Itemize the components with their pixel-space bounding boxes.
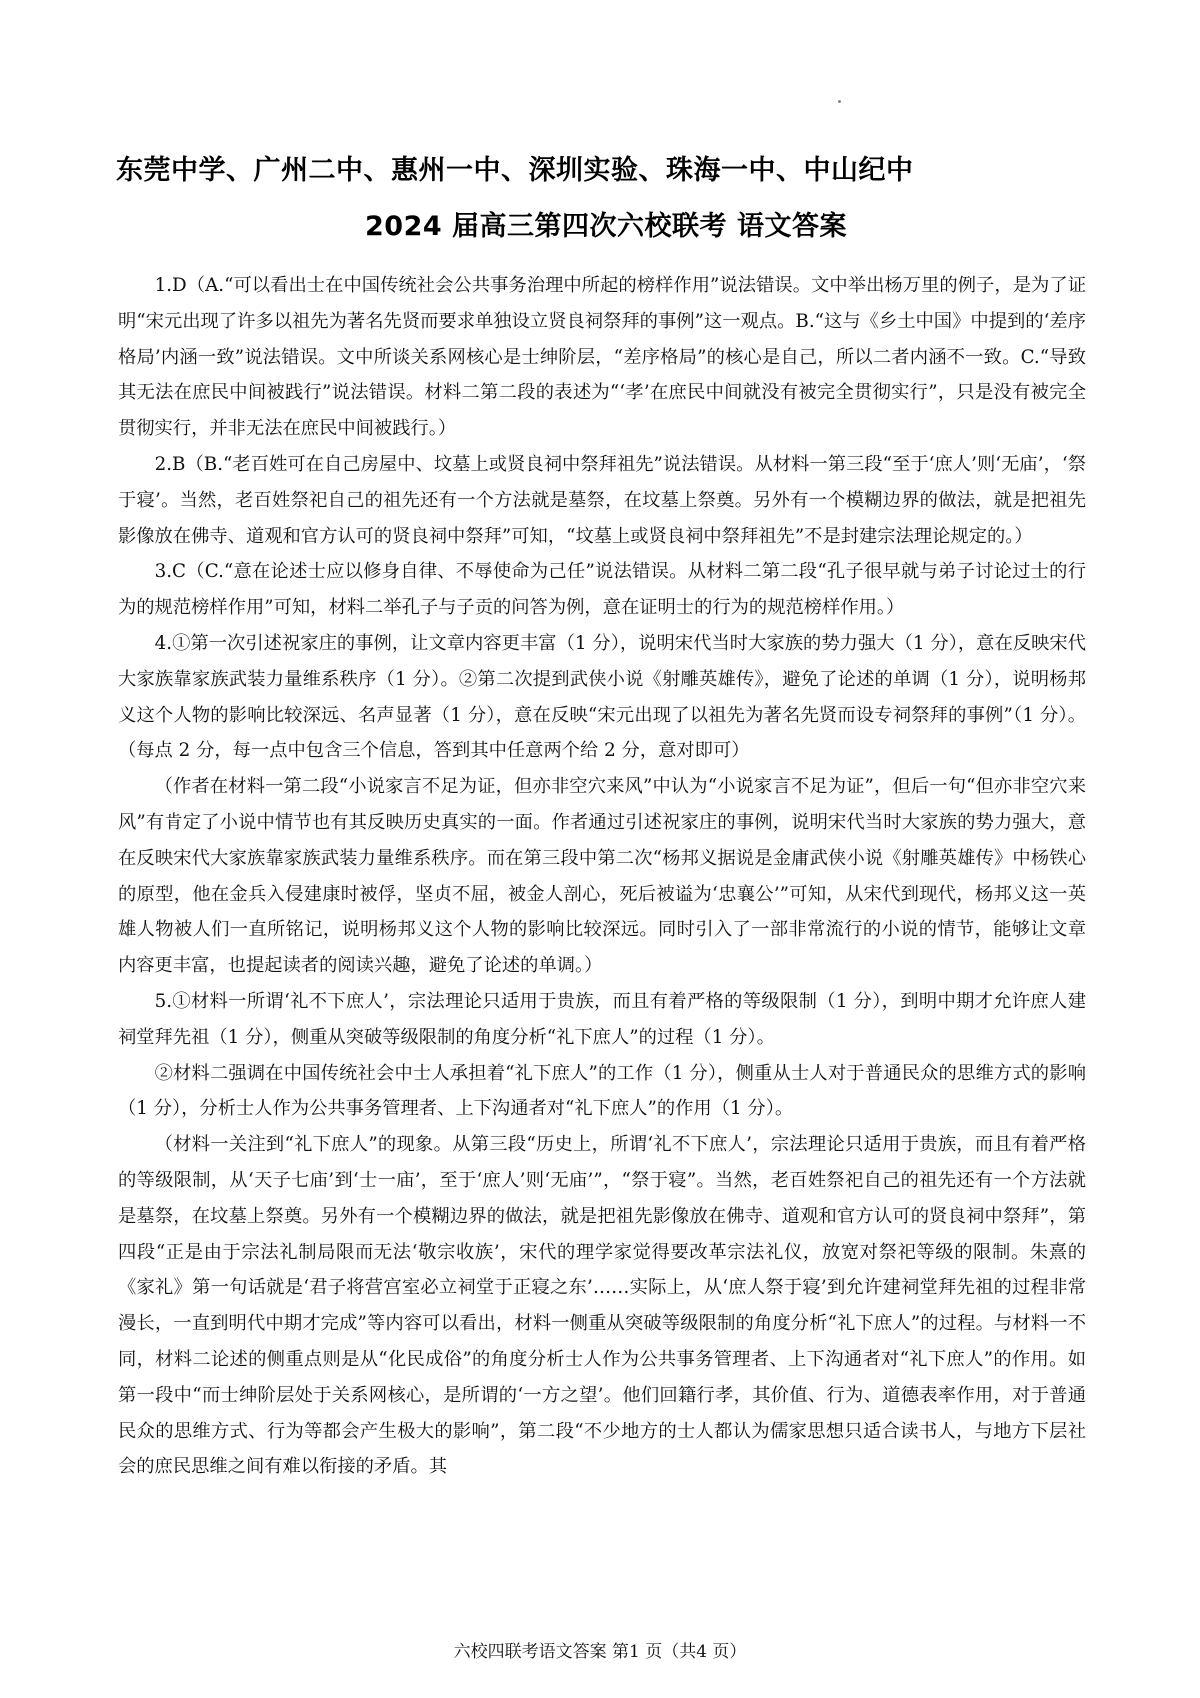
answer-q5-point2: ②材料二强调在中国传统社会中士人承担着“礼下庶人”的工作（1 分），侧重从士人对于普通民众的思维方式的影响（1 分），分析士人作为公共事务管理者、上下沟通者对“礼下庶人”的作用（1 分）。 xyxy=(118,1062,1086,1120)
answer-q4-explanation: （作者在材料一第二段“小说家言不足为证，但亦非空穴来风”中认为“小说家言不足为证”，但后一句“但亦非空穴来风”有肯定了小说中情节也有其反映历史真实的一面。作者通过引述祝家庄的事例，说明宋代当时大家族的势力强大，意在反映宋代大家族靠家族武装力量维系秩序。而在第三段中第二次“杨邦义据说是金庸武侠小说《射雕英雄传》中杨铁心的原型，他在金兵入侵建康时被俘，坚贞不屈，被金人剖心，死后被谥为‘忠襄公’”可知，从宋代到现代，杨邦义这一英雄人物被人们一直所铭记，说明杨邦义这个人物的影响比较深远。同时引入了一部非常流行的小说的情节，能够让文章内容更丰富，也提起读者的阅读兴趣，避免了论述的单调。） xyxy=(118,776,1086,977)
school-list-heading: 东莞中学、广州二中、惠州一中、深圳实验、珠海一中、中山纪中 xyxy=(116,155,914,186)
answer-q3: 3.C（C.“意在论述士应以修身自律、不辱使命为己任”说法错误。从材料二第二段“孔子很早就与弟子讨论过士的行为的规范榜样作用”可知，材料二举孔子与子贡的问答为例，意在证明士的行为的规范榜样作用。） xyxy=(118,561,1086,619)
page-footer: 六校四联考语文答案 第1 页（共4 页） xyxy=(453,1642,747,1662)
answer-q1: 1.D（A.“可以看出士在中国传统社会公共事务治理中所起的榜样作用”说法错误。文中举出杨万里的例子，是为了证明“宋元出现了许多以祖先为著名先贤而要求单独设立贤良祠祭拜的事例”这一观点。B.“这与《乡土中国》中提到的‘差序格局’内涵一致”说法错误。文中所谈关系网核心是士绅阶层，“差序格局”的核心是自己，所以二者内涵不一致。C.“导致其无法在庶民中间被践行”说法错误。材料二第二段的表述为“‘孝’在庶民中间就没有被完全贯彻实行”，只是没有被完全贯彻实行，并非无法在庶民中间被践行。） xyxy=(118,275,1086,440)
scan-speck xyxy=(838,100,841,103)
exam-title: 2024 届高三第四次六校联考 语文答案 xyxy=(365,211,847,242)
answer-q4: 4.①第一次引述祝家庄的事例，让文章内容更丰富（1 分），说明宋代当时大家族的势力强大（1 分），意在反映宋代大家族靠家族武装力量维系秩序（1 分）。②第二次提到武侠小说《射雕英雄传》，避免了论述的单调（1 分），说明杨邦义这个人物的影响比较深远、名声显著（1 分），意在反映“宋元出现了以祖先为著名先贤而设专祠祭拜的事例”（1 分）。（每点 2 分，每一点中包含三个信息，答到其中任意两个给 2 分，意对即可） xyxy=(118,632,1086,762)
answer-body xyxy=(118,268,1086,1485)
answer-q5-explanation: （材料一关注到“礼下庶人”的现象。从第三段“历史上，所谓‘礼不下庶人’，宗法理论只适用于贵族，而且有着严格的等级限制，从‘天子七庙’到‘士一庙’，至于‘庶人’则‘无庙’”，“祭于寝”。当然，老百姓祭祀自己的祖先还有一个方法就是墓祭，在坟墓上祭奠。另外有一个模糊边界的做法，就是把祖先影像放在佛寺、道观和官方认可的贤良祠中祭拜”，第四段“正是由于宗法礼制局限而无法‘敬宗收族’，宋代的理学家觉得要改革宗法礼仪，放宽对祭祀等级的限制。朱熹的《家礼》第一句话就是‘君子将营宫室必立祠堂于正寝之东’……实际上，从‘庶人祭于寝’到允许建祠堂拜先祖的过程非常漫长，一直到明代中期才完成”等内容可以看出，材料一侧重从突破等级限制的角度分析“礼下庶人”的过程。与材料一不同，材料二论述的侧重点则是从“化民成俗”的角度分析士人作为公共事务管理者、上下沟通者对“礼下庶人”的作用。如第一段中“而士绅阶层处于关系网核心，是所谓的‘一方之望’。他们回籍行孝，其价值、行为、道德表率作用，对于普通民众的思维方式、行为等都会产生极大的影响”，第二段“不少地方的士人都认为儒家思想只适合读书人，与地方下层社会的庶民思维之间有难以衔接的矛盾。其 xyxy=(118,1134,1086,1478)
answer-q5-point1: 5.①材料一所谓‘礼不下庶人’，宗法理论只适用于贵族，而且有着严格的等级限制（1 分），到明中期才允许庶人建祠堂拜先祖（1 分），侧重从突破等级限制的角度分析“礼下庶人”的过程（1 分）。 xyxy=(118,990,1086,1048)
answer-q2: 2.B（B.“老百姓可在自己房屋中、坟墓上或贤良祠中祭拜祖先”说法错误。从材料一第三段“至于‘庶人’则‘无庙’，‘祭于寝’。当然，老百姓祭祀自己的祖先还有一个方法就是墓祭，在坟墓上祭奠。另外有一个模糊边界的做法，就是把祖先影像放在佛寺、道观和官方认可的贤良祠中祭拜”可知，“坟墓上或贤良祠中祭拜祖先”不是封建宗法理论规定的。） xyxy=(118,453,1086,547)
